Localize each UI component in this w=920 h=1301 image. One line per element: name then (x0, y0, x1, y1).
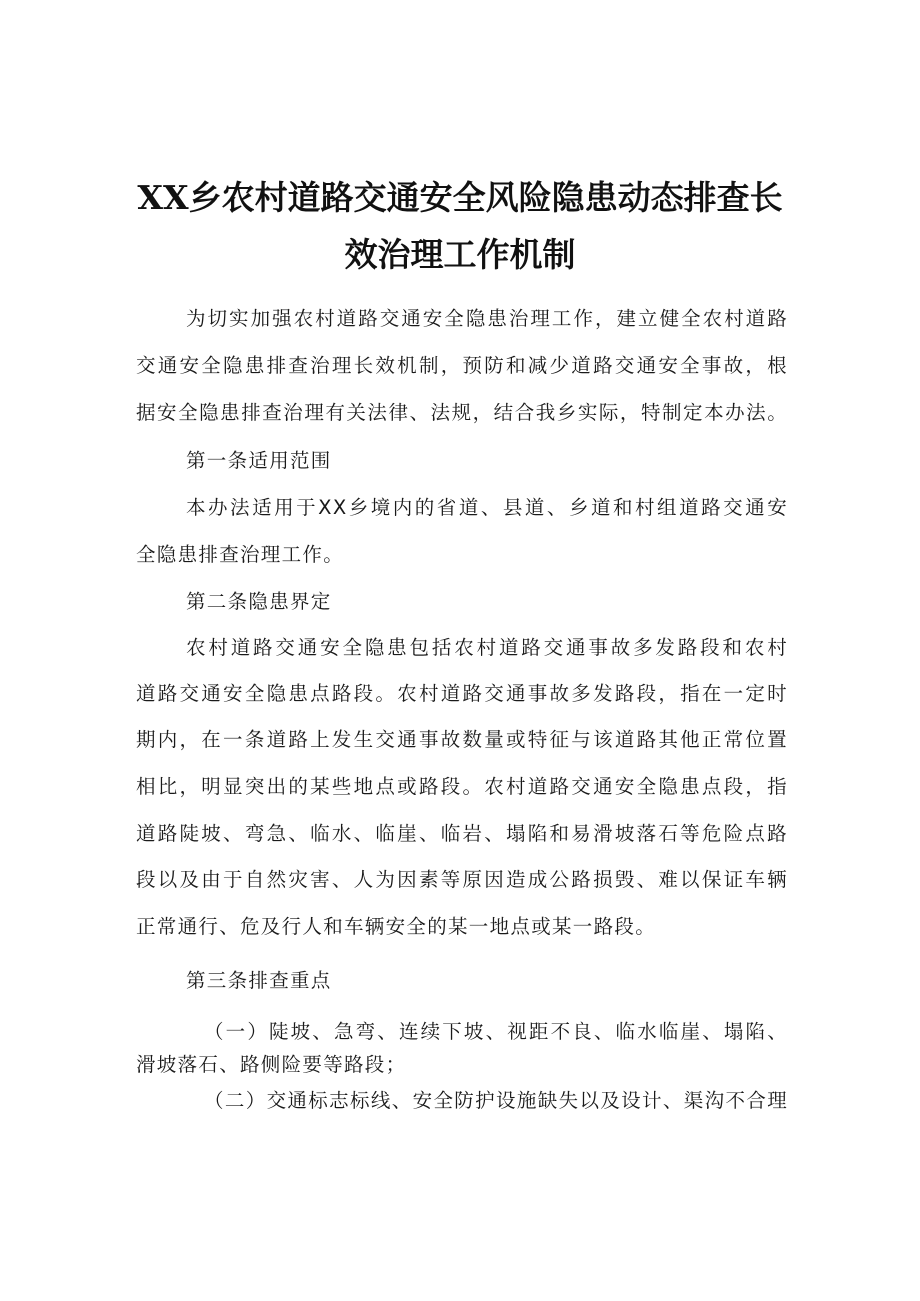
list-item-line: （二）交通标志标线、安全防护设施缺失以及设计、渠沟不合理 (204, 1089, 788, 1112)
paragraph-line: 相比，明显突出的某些地点或路段。农村道路交通安全隐患点段，指 (136, 775, 788, 798)
list-item-line: 滑坡落石、路侧险要等路段； (136, 1053, 407, 1076)
paragraph-line: 道路交通安全隐患点路段。农村道路交通事故多发路段，指在一定时 (136, 682, 788, 705)
paragraph-line: 正常通行、危及行人和车辆安全的某一地点或某一路段。 (136, 915, 657, 938)
article-heading: 第一条适用范围 (186, 449, 332, 472)
paragraph-line: 本办法适用于XX乡境内的省道、县道、乡道和村组道路交通安 (186, 496, 788, 519)
list-item-line: （一）陡坡、急弯、连续下坡、视距不良、临水临崖、塌陷、 (204, 1020, 788, 1043)
paragraph-line: 期内，在一条道路上发生交通事故数量或特征与该道路其他正常位置 (136, 728, 788, 751)
paragraph-line: 交通安全隐患排查治理长效机制，预防和减少道路交通安全事故，根 (136, 354, 788, 377)
article-heading: 第二条隐患界定 (186, 590, 332, 613)
paragraph-line: 据安全隐患排查治理有关法律、法规，结合我乡实际，特制定本办法。 (136, 401, 788, 424)
paragraph-line: 全隐患排查治理工作。 (136, 543, 345, 566)
article-heading: 第三条排查重点 (186, 969, 332, 992)
document-title-line-1: XX乡农村道路交通安全风险隐患动态排查长 (137, 178, 783, 217)
paragraph-line: 农村道路交通安全隐患包括农村道路交通事故多发路段和农村 (186, 636, 788, 659)
paragraph-line: 为切实加强农村道路交通安全隐患治理工作，建立健全农村道路 (186, 307, 788, 330)
paragraph-line: 道路陡坡、弯急、临水、临崖、临岩、塌陷和易滑坡落石等危险点路 (136, 822, 788, 845)
paragraph-line: 段以及由于自然灾害、人为因素等原因造成公路损毁、难以保证车辆 (136, 868, 788, 891)
document-title-line-2: 效治理工作机制 (344, 235, 576, 274)
